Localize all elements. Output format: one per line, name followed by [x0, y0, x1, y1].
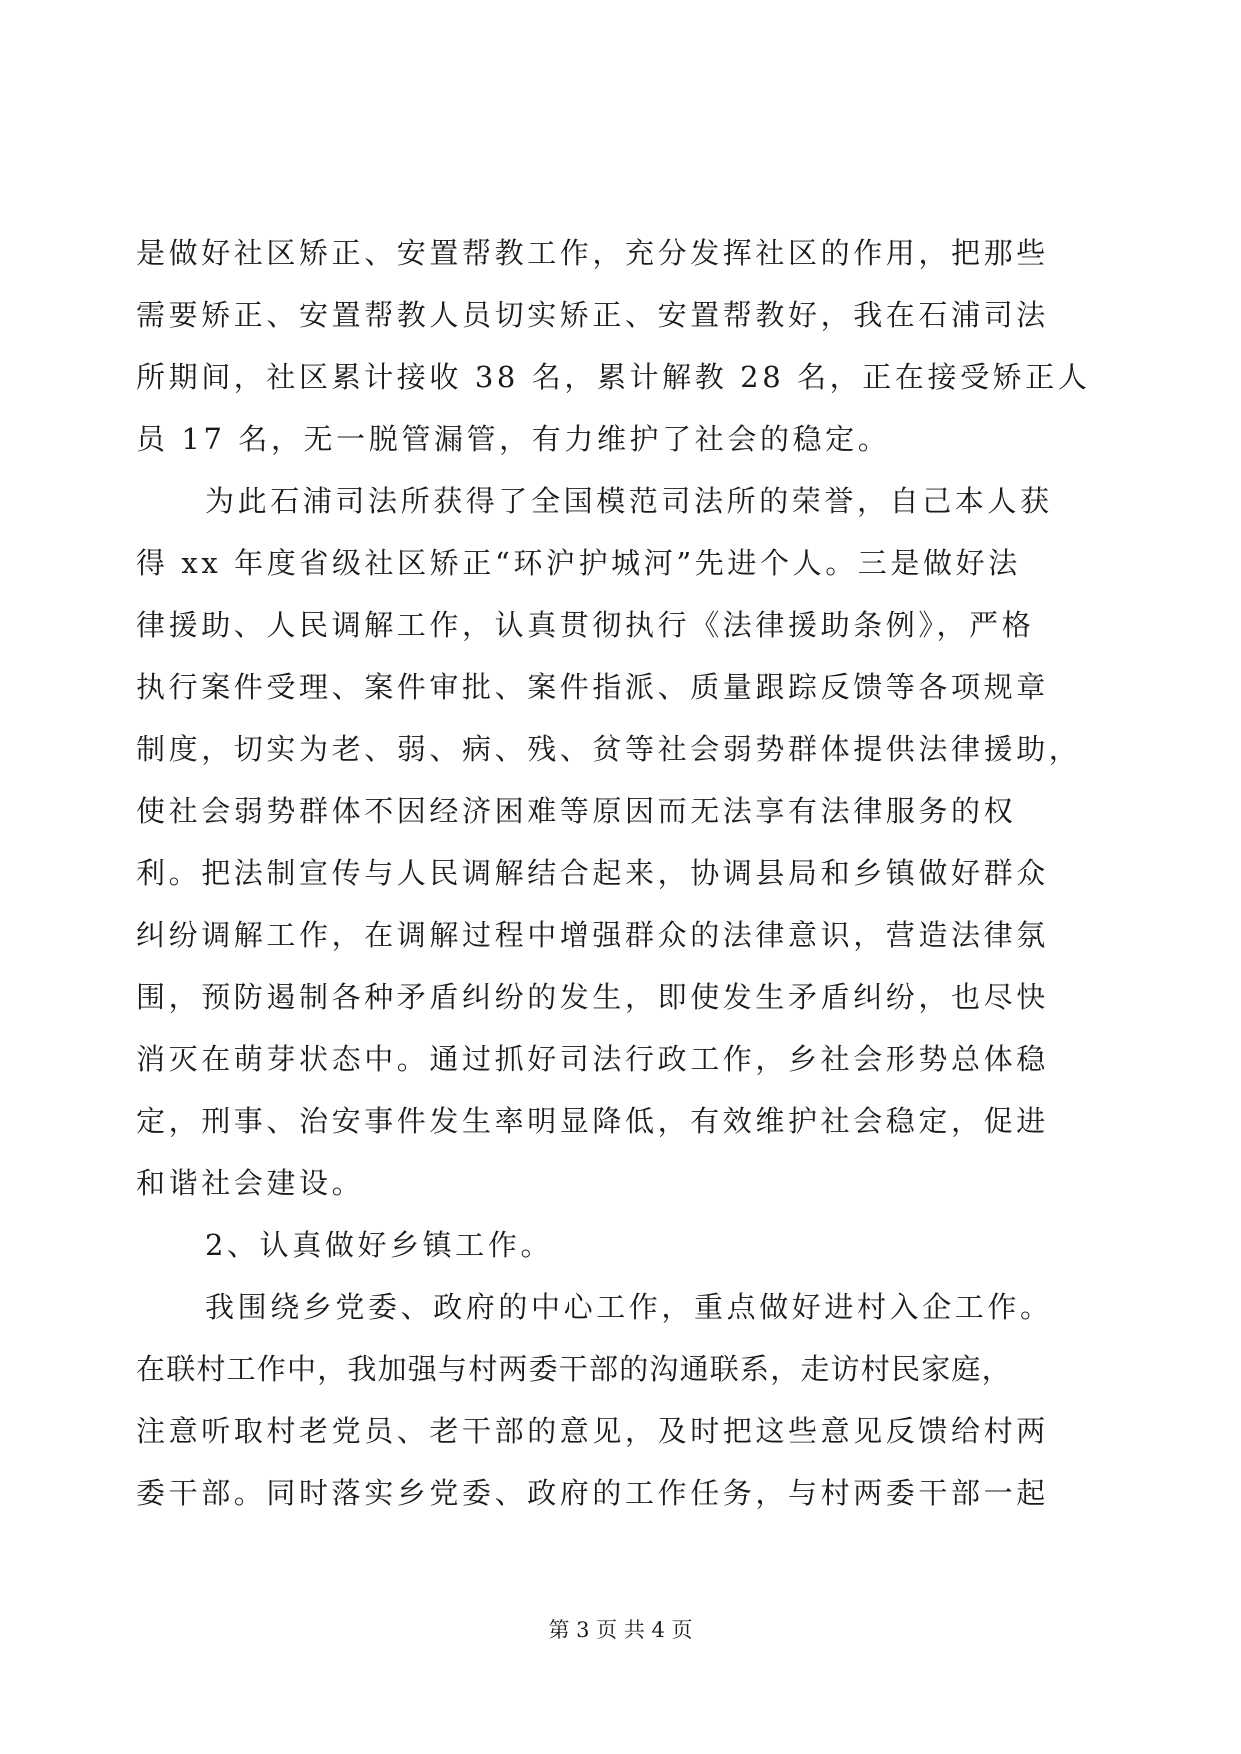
body-line: 定，刑事、治安事件发生率明显降低，有效维护社会稳定，促进 — [136, 1104, 1049, 1138]
body-line: 需要矫正、安置帮教人员切实矫正、安置帮教好，我在石浦司法 — [136, 298, 1049, 332]
section-heading: 2、认真做好乡镇工作。 — [205, 1228, 554, 1262]
body-line: 员 17 名，无一脱管漏管，有力维护了社会的稳定。 — [136, 422, 891, 456]
body-line: 使社会弱势群体不因经济困难等原因而无法享有法律服务的权 — [136, 794, 1017, 828]
body-line: 和谐社会建设。 — [136, 1166, 365, 1200]
document-body — [136, 222, 1106, 1524]
body-line: 制度，切实为老、弱、病、残、贫等社会弱势群体提供法律援助， — [136, 732, 1082, 766]
body-line: 委干部。同时落实乡党委、政府的工作任务，与村两委干部一起 — [136, 1476, 1049, 1510]
body-line: 利。把法制宣传与人民调解结合起来，协调县局和乡镇做好群众 — [136, 856, 1049, 890]
body-line: 在联村工作中，我加强与村两委干部的沟通联系，走访村民家庭， — [136, 1352, 1012, 1386]
body-line: 注意听取村老党员、老干部的意见，及时把这些意见反馈给村两 — [136, 1414, 1049, 1448]
body-line: 律援助、人民调解工作，认真贯彻执行《法律援助条例》，严格 — [136, 608, 1035, 642]
body-line: 纠纷调解工作，在调解过程中增强群众的法律意识，营造法律氛 — [136, 918, 1049, 952]
body-line: 消灭在萌芽状态中。通过抓好司法行政工作，乡社会形势总体稳 — [136, 1042, 1049, 1076]
page-number-footer: 第 3 页 共 4 页 — [548, 1618, 693, 1642]
body-line: 是做好社区矫正、安置帮教工作，充分发挥社区的作用，把那些 — [136, 236, 1049, 270]
body-line: 执行案件受理、案件审批、案件指派、质量跟踪反馈等各项规章 — [136, 670, 1049, 704]
body-line: 得 xx 年度省级社区矫正“环沪护城河”先进个人。三是做好法 — [136, 546, 1021, 580]
body-line: 为此石浦司法所获得了全国模范司法所的荣誉，自己本人获 — [205, 484, 1053, 518]
body-line: 围，预防遏制各种矛盾纠纷的发生，即使发生矛盾纠纷，也尽快 — [136, 980, 1049, 1014]
body-line: 所期间，社区累计接收 38 名，累计解教 28 名，正在接受矫正人 — [136, 360, 1091, 394]
body-line: 我围绕乡党委、政府的中心工作，重点做好进村入企工作。 — [205, 1290, 1053, 1324]
